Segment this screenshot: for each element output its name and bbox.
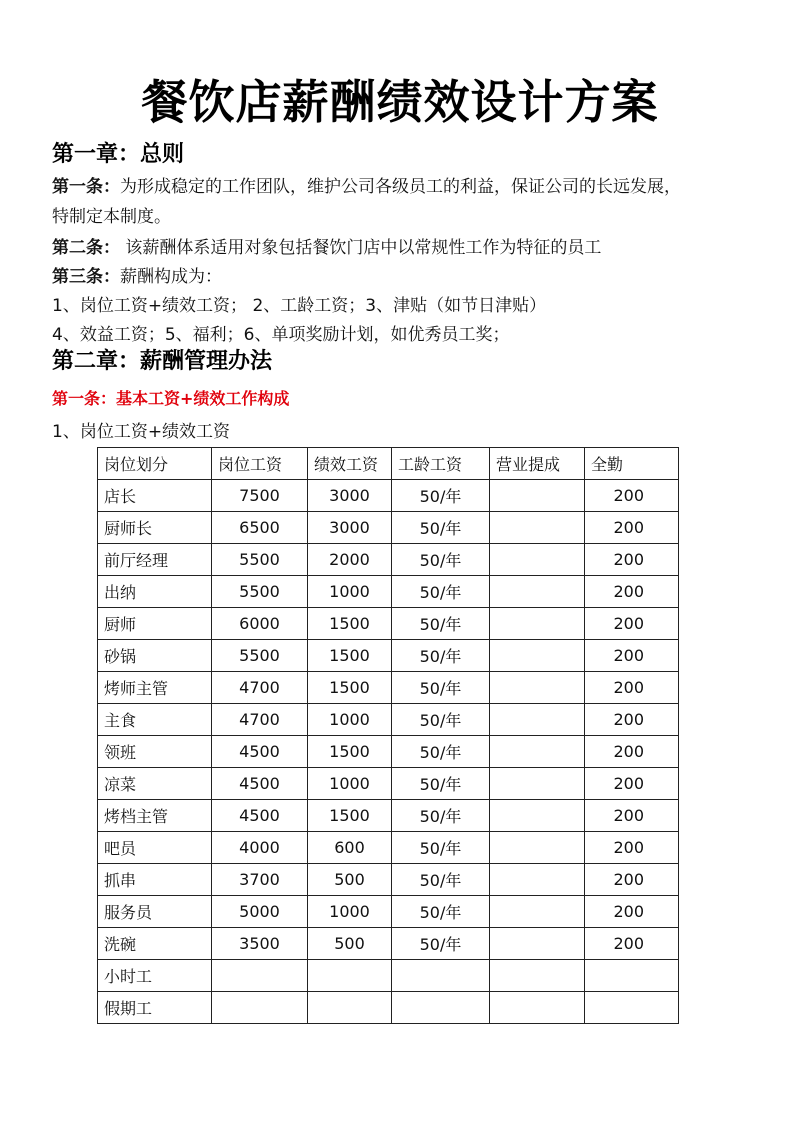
cell-performance-salary: 1000: [308, 704, 392, 736]
cell-seniority-salary: 50/年: [392, 896, 490, 928]
cell-position: 出纳: [98, 576, 212, 608]
table-row: [98, 544, 679, 576]
salary-table: [97, 447, 679, 1024]
article-1-label: 第一条：: [52, 177, 120, 197]
header-seniority-salary: 工龄工资: [392, 448, 490, 480]
cell-attendance-bonus: 200: [585, 832, 679, 864]
cell-position: 前厅经理: [98, 544, 212, 576]
cell-performance-salary: [308, 960, 392, 992]
cell-sales-commission: [490, 896, 585, 928]
cell-base-salary: 4500: [212, 736, 308, 768]
cell-base-salary: 4000: [212, 832, 308, 864]
cell-attendance-bonus: 200: [585, 864, 679, 896]
article-3: [52, 265, 222, 289]
cell-performance-salary: 500: [308, 864, 392, 896]
cell-attendance-bonus: 200: [585, 768, 679, 800]
cell-sales-commission: [490, 928, 585, 960]
cell-position: 假期工: [98, 992, 212, 1024]
cell-position: 领班: [98, 736, 212, 768]
cell-base-salary: 4700: [212, 704, 308, 736]
cell-seniority-salary: [392, 992, 490, 1024]
cell-attendance-bonus: 200: [585, 704, 679, 736]
cell-sales-commission: [490, 768, 585, 800]
cell-performance-salary: 1500: [308, 736, 392, 768]
cell-attendance-bonus: 200: [585, 608, 679, 640]
cell-attendance-bonus: 200: [585, 640, 679, 672]
composition-list-line-2: 4、效益工资；5、福利；6、单项奖励计划，如优秀员工奖；: [52, 325, 510, 345]
cell-base-salary: 4700: [212, 672, 308, 704]
cell-sales-commission: [490, 672, 585, 704]
cell-sales-commission: [490, 608, 585, 640]
cell-base-salary: [212, 960, 308, 992]
cell-base-salary: 3700: [212, 864, 308, 896]
cell-performance-salary: 1000: [308, 768, 392, 800]
cell-position: 洗碗: [98, 928, 212, 960]
article-2-text: 该薪酬体系适用对象包括餐饮门店中以常规性工作为特征的员工: [120, 238, 602, 258]
table-row: [98, 768, 679, 800]
cell-position: 烤档主管: [98, 800, 212, 832]
cell-seniority-salary: 50/年: [392, 928, 490, 960]
chapter-2-article-1: 第一条：基本工资+绩效工作构成: [52, 389, 290, 408]
cell-performance-salary: 1500: [308, 640, 392, 672]
cell-attendance-bonus: 200: [585, 736, 679, 768]
cell-base-salary: [212, 992, 308, 1024]
chapter-1-heading: 第一章：总则: [52, 142, 185, 167]
cell-performance-salary: 1500: [308, 608, 392, 640]
cell-position: 厨师长: [98, 512, 212, 544]
table-row: [98, 896, 679, 928]
cell-seniority-salary: 50/年: [392, 832, 490, 864]
cell-seniority-salary: 50/年: [392, 640, 490, 672]
article-1-continued: 特制定本制度。: [52, 207, 171, 227]
cell-attendance-bonus: 200: [585, 544, 679, 576]
cell-base-salary: 6000: [212, 608, 308, 640]
cell-base-salary: 5000: [212, 896, 308, 928]
table-row: [98, 672, 679, 704]
cell-seniority-salary: 50/年: [392, 576, 490, 608]
cell-seniority-salary: 50/年: [392, 768, 490, 800]
cell-performance-salary: 500: [308, 928, 392, 960]
cell-sales-commission: [490, 960, 585, 992]
cell-attendance-bonus: 200: [585, 576, 679, 608]
cell-attendance-bonus: 200: [585, 800, 679, 832]
header-position: 岗位划分: [98, 448, 212, 480]
cell-sales-commission: [490, 512, 585, 544]
cell-base-salary: 3500: [212, 928, 308, 960]
cell-sales-commission: [490, 736, 585, 768]
cell-base-salary: 5500: [212, 544, 308, 576]
table-header-row: [98, 448, 679, 480]
cell-performance-salary: 1500: [308, 800, 392, 832]
cell-seniority-salary: 50/年: [392, 512, 490, 544]
cell-base-salary: 4500: [212, 768, 308, 800]
cell-position: 小时工: [98, 960, 212, 992]
cell-position: 服务员: [98, 896, 212, 928]
cell-seniority-salary: [392, 960, 490, 992]
table-row: [98, 608, 679, 640]
cell-position: 厨师: [98, 608, 212, 640]
cell-performance-salary: 600: [308, 832, 392, 864]
cell-performance-salary: 3000: [308, 512, 392, 544]
cell-sales-commission: [490, 864, 585, 896]
cell-base-salary: 4500: [212, 800, 308, 832]
header-base-salary: 岗位工资: [212, 448, 308, 480]
cell-sales-commission: [490, 544, 585, 576]
cell-attendance-bonus: 200: [585, 672, 679, 704]
cell-attendance-bonus: 200: [585, 928, 679, 960]
cell-attendance-bonus: 200: [585, 480, 679, 512]
cell-seniority-salary: 50/年: [392, 736, 490, 768]
cell-base-salary: 5500: [212, 576, 308, 608]
cell-attendance-bonus: 200: [585, 896, 679, 928]
cell-seniority-salary: 50/年: [392, 864, 490, 896]
cell-seniority-salary: 50/年: [392, 704, 490, 736]
cell-position: 主食: [98, 704, 212, 736]
cell-seniority-salary: 50/年: [392, 672, 490, 704]
composition-list-line-1: 1、岗位工资+绩效工资； 2、工龄工资；3、津贴（如节日津贴）: [52, 296, 547, 316]
cell-sales-commission: [490, 640, 585, 672]
table-row: [98, 960, 679, 992]
cell-seniority-salary: 50/年: [392, 544, 490, 576]
cell-position: 吧员: [98, 832, 212, 864]
cell-sales-commission: [490, 704, 585, 736]
table-row: [98, 576, 679, 608]
cell-position: 抓串: [98, 864, 212, 896]
article-1-text: 为形成稳定的工作团队，维护公司各级员工的利益，保证公司的长远发展，: [120, 177, 681, 197]
cell-performance-salary: [308, 992, 392, 1024]
cell-sales-commission: [490, 992, 585, 1024]
chapter-2-heading: 第二章：薪酬管理办法: [52, 349, 273, 374]
table-row: [98, 736, 679, 768]
cell-sales-commission: [490, 800, 585, 832]
cell-performance-salary: 2000: [308, 544, 392, 576]
document-title: 餐饮店薪酬绩效设计方案: [141, 75, 659, 129]
header-performance-salary: 绩效工资: [308, 448, 392, 480]
cell-position: 烤师主管: [98, 672, 212, 704]
table-row: [98, 704, 679, 736]
cell-base-salary: 7500: [212, 480, 308, 512]
cell-position: 凉菜: [98, 768, 212, 800]
cell-seniority-salary: 50/年: [392, 480, 490, 512]
cell-performance-salary: 1000: [308, 576, 392, 608]
table-row: [98, 512, 679, 544]
table-row: [98, 992, 679, 1024]
cell-position: 店长: [98, 480, 212, 512]
table-row: [98, 864, 679, 896]
header-attendance-bonus: 全勤: [585, 448, 679, 480]
cell-performance-salary: 1000: [308, 896, 392, 928]
article-2: [52, 236, 601, 260]
table-row: [98, 480, 679, 512]
article-1: [52, 175, 681, 199]
header-sales-commission: 营业提成: [490, 448, 585, 480]
cell-base-salary: 5500: [212, 640, 308, 672]
cell-attendance-bonus: [585, 992, 679, 1024]
cell-attendance-bonus: [585, 960, 679, 992]
cell-sales-commission: [490, 576, 585, 608]
table-row: [98, 928, 679, 960]
table-row: [98, 832, 679, 864]
table-row: [98, 640, 679, 672]
article-3-label: 第三条：: [52, 267, 120, 287]
table-row: [98, 800, 679, 832]
article-3-text: 薪酬构成为：: [120, 267, 222, 287]
article-2-label: 第二条：: [52, 238, 120, 258]
section-1-heading: 1、岗位工资+绩效工资: [52, 422, 231, 442]
cell-sales-commission: [490, 832, 585, 864]
cell-sales-commission: [490, 480, 585, 512]
cell-position: 砂锅: [98, 640, 212, 672]
cell-seniority-salary: 50/年: [392, 800, 490, 832]
cell-performance-salary: 3000: [308, 480, 392, 512]
cell-base-salary: 6500: [212, 512, 308, 544]
cell-seniority-salary: 50/年: [392, 608, 490, 640]
cell-performance-salary: 1500: [308, 672, 392, 704]
cell-attendance-bonus: 200: [585, 512, 679, 544]
